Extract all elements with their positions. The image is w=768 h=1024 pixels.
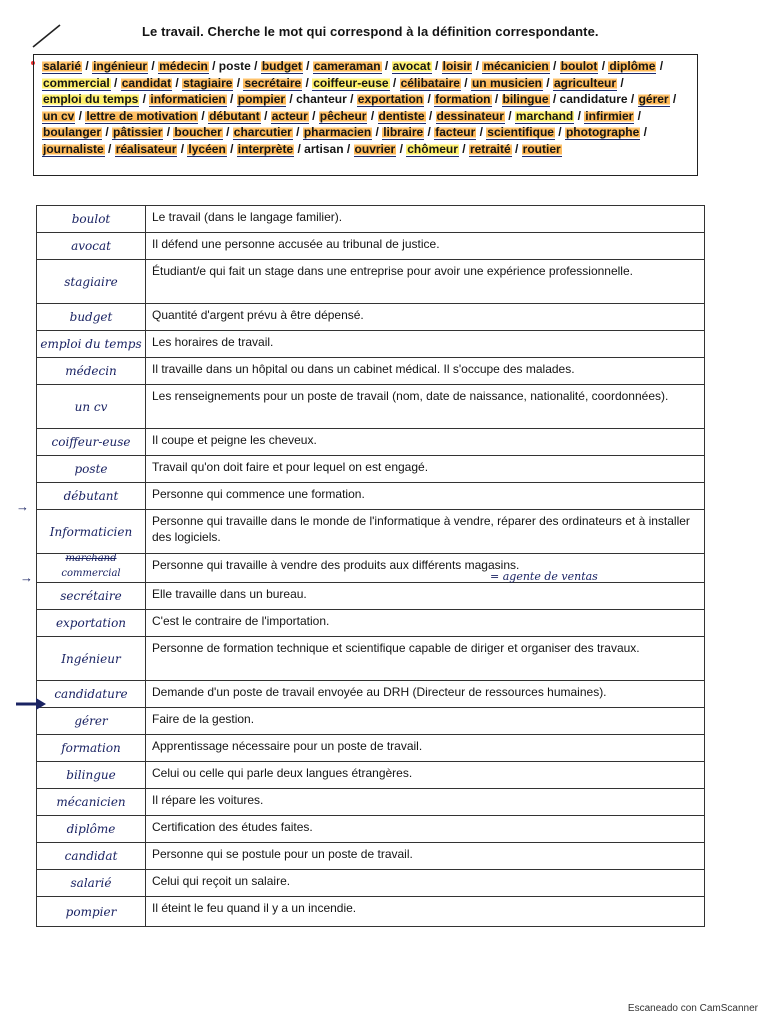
word-bank-item: budget (261, 59, 302, 73)
word-bank-item: débutant (209, 108, 260, 123)
table-row (37, 816, 705, 843)
handwritten-answer: secrétaire (37, 583, 146, 610)
table-row (37, 510, 705, 554)
word-bank-item: coiffeur-euse (313, 75, 389, 90)
table-row (37, 456, 705, 483)
word-bank-item: interprète (237, 141, 294, 156)
word-bank-item: poste (218, 59, 251, 73)
word-bank-item: cameraman (313, 59, 381, 73)
definition-cell: Les horaires de travail. (146, 331, 705, 358)
word-bank-item: candidat (121, 75, 172, 90)
answer-text: commercial (61, 568, 121, 579)
word-bank-item: chômeur (407, 141, 458, 156)
word-bank-item: charcutier (233, 125, 292, 140)
handwritten-answer: Ingénieur (37, 637, 146, 681)
handwritten-answer: salarié (37, 870, 146, 897)
word-bank-item: avocat (392, 59, 431, 73)
word-bank-item: candidature (559, 92, 628, 107)
word-bank-item: salarié (43, 59, 82, 73)
word-bank-item: médecin (159, 59, 208, 73)
word-bank-item: journaliste (43, 141, 104, 156)
definition-cell: Personne de formation technique et scientifique capable de diriger et organiser des travaux. (146, 637, 705, 681)
word-bank-item: pâtissier (113, 125, 163, 140)
handwritten-answer: candidat (37, 843, 146, 870)
handwritten-answer: pompier (37, 897, 146, 927)
word-bank-item: mécanicien (483, 59, 549, 73)
word-bank-item: bilingue (502, 92, 549, 107)
table-row (37, 789, 705, 816)
table-row (37, 331, 705, 358)
word-bank-item: routier (522, 141, 561, 156)
definition-cell: Personne qui travaille dans le monde de l'informatique à vendre, réparer des ordinateurs et à installer des logiciels. (146, 510, 705, 554)
handwritten-answer (37, 554, 146, 583)
definition-cell: Il défend une personne accusée au tribunal de justice. (146, 233, 705, 260)
table-row (37, 358, 705, 385)
worksheet-title: Le travail. Cherche le mot qui correspond à la définition correspondante. (142, 24, 599, 39)
word-bank-item: dessinateur (436, 108, 504, 123)
bold-arrow-icon (14, 696, 48, 712)
word-bank-item: ouvrier (354, 141, 396, 156)
definition-cell: Certification des études faites. (146, 816, 705, 843)
word-bank-item: gérer (638, 92, 669, 107)
handwritten-answer: poste (37, 456, 146, 483)
word-bank-item: facteur (435, 125, 476, 140)
table-row (37, 762, 705, 789)
table-row (37, 554, 705, 583)
word-bank-item: un musicien (471, 75, 542, 90)
word-bank-item: dentiste (378, 108, 425, 123)
word-bank-item: emploi du temps (43, 92, 139, 107)
definition-cell: Celui ou celle qui parle deux langues étrangères. (146, 762, 705, 789)
definition-cell: Il travaille dans un hôpital ou dans un cabinet médical. Il s'occupe des malades. (146, 358, 705, 385)
word-bank-item: secrétaire (244, 75, 302, 90)
handwritten-answer: débutant (37, 483, 146, 510)
definition-cell: Il coupe et peigne les cheveux. (146, 429, 705, 456)
handwritten-answer: avocat (37, 233, 146, 260)
definition-cell: Demande d'un poste de travail envoyée au DRH (Directeur de ressources humaines). (146, 681, 705, 708)
table-row (37, 735, 705, 762)
word-bank-item: pêcheur (319, 108, 367, 123)
word-bank-item: ingénieur (93, 59, 148, 73)
table-row (37, 483, 705, 510)
table-row (37, 870, 705, 897)
handwritten-answer: diplôme (37, 816, 146, 843)
handwritten-answer: bilingue (37, 762, 146, 789)
word-bank-item: réalisateur (115, 141, 177, 156)
definition-cell: Apprentissage nécessaire pour un poste de travail. (146, 735, 705, 762)
word-bank-item: diplôme (609, 59, 656, 73)
handwritten-answer: Informaticien (37, 510, 146, 554)
word-bank-item: scientifique (487, 125, 554, 140)
handwritten-answer: un cv (37, 385, 146, 429)
definition-cell: C'est le contraire de l'importation. (146, 610, 705, 637)
table-row (37, 681, 705, 708)
definition-cell: Travail qu'on doit faire et pour lequel on est engagé. (146, 456, 705, 483)
word-bank-item: boucher (174, 125, 222, 140)
handwritten-answer: boulot (37, 206, 146, 233)
table-row (37, 583, 705, 610)
word-bank-item: pompier (237, 92, 286, 107)
word-bank-item: libraire (383, 125, 424, 140)
word-bank-item: artisan (304, 141, 344, 156)
definition-cell: Faire de la gestion. (146, 708, 705, 735)
definition-cell: Étudiant/e qui fait un stage dans une entreprise pour avoir une expérience professionnelle. (146, 260, 705, 304)
word-bank-item: loisir (442, 59, 472, 73)
definition-cell: Personne qui travaille à vendre des produits aux différents magasins. (146, 554, 705, 583)
table-row (37, 304, 705, 331)
scanner-footer: Escaneado con CamScanner (627, 1003, 758, 1014)
table-row (37, 260, 705, 304)
definitions-table (36, 205, 705, 927)
definition-cell: Il répare les voitures. (146, 789, 705, 816)
definition-cell: Personne qui commence une formation. (146, 483, 705, 510)
handwritten-answer: emploi du temps (37, 331, 146, 358)
word-bank-item: un cv (43, 108, 75, 123)
word-bank-box: salarié / ingénieur / médecin / poste / budget / cameraman / avocat / loisir / mécanicien / boulot / diplôme / commercial / candidat / stagiaire / secrétaire / coiffeur-euse / célibataire / un musicien / agriculteur / emploi du temps / informaticien / pompier / chanteur / exportation / formation / bilingue / candidature / gérer / un cv / lettre de motivation / débutant / acteur / pêcheur / dentiste / dessinateur / marchand / infirmier / boulanger / pâtissier / boucher / charcutier / pharmacien / libraire / facteur / scientifique / photographe / journaliste / réalisateur / lycéen / interprète / artisan / ouvrier / chômeur / retraité / routier (33, 54, 698, 176)
definition-cell: Celui qui reçoit un salaire. (146, 870, 705, 897)
word-bank-item: célibataire (400, 75, 460, 90)
table-row (37, 843, 705, 870)
word-bank-item: acteur (271, 108, 308, 123)
handwritten-answer: budget (37, 304, 146, 331)
word-bank-item: chanteur (296, 92, 347, 107)
word-bank-item: lettre de motivation (86, 108, 198, 123)
definition-cell: Quantité d'argent prévu à être dépensé. (146, 304, 705, 331)
word-bank-item: pharmacien (303, 125, 372, 140)
table-row (37, 610, 705, 637)
table-row (37, 708, 705, 735)
word-bank-item: lycéen (188, 141, 226, 156)
handwritten-note: = agente de ventas (490, 570, 598, 583)
hand-arrow-icon: → (16, 499, 29, 514)
word-bank-item: marchand (515, 108, 574, 123)
definition-cell: Elle travaille dans un bureau. (146, 583, 705, 610)
table-row (37, 385, 705, 429)
definition-cell: Personne qui se postule pour un poste de travail. (146, 843, 705, 870)
handwritten-answer: médecin (37, 358, 146, 385)
word-bank-item: boulot (560, 59, 598, 73)
handwritten-answer: candidature (37, 681, 146, 708)
handwritten-answer: coiffeur-euse (37, 429, 146, 456)
definition-cell: Il éteint le feu quand il y a un incendie. (146, 897, 705, 927)
table-row (37, 206, 705, 233)
definition-cell: Les renseignements pour un poste de travail (nom, date de naissance, nationalité, coordonnées). (146, 385, 705, 429)
table-row (37, 233, 705, 260)
word-bank-item: photographe (565, 125, 640, 140)
handwritten-answer: gérer (37, 708, 146, 735)
word-bank-item: infirmier (585, 108, 634, 123)
table-row (37, 897, 705, 927)
handwritten-answer: mécanicien (37, 789, 146, 816)
definition-cell: Le travail (dans le langage familier). (146, 206, 705, 233)
table-row (37, 429, 705, 456)
word-bank-item: commercial (43, 75, 110, 90)
word-bank-item: boulanger (43, 125, 102, 140)
word-bank-item: formation (435, 92, 491, 107)
word-bank-item: informaticien (150, 92, 226, 107)
word-bank-item: retraité (469, 141, 511, 156)
struck-answer: marchand (65, 553, 117, 564)
word-bank-item: exportation (357, 92, 424, 107)
pen-stroke-mark (30, 20, 66, 50)
word-bank-item: agriculteur (553, 75, 616, 90)
handwritten-answer: formation (37, 735, 146, 762)
table-row (37, 637, 705, 681)
handwritten-answer: stagiaire (37, 260, 146, 304)
handwritten-answer: exportation (37, 610, 146, 637)
word-bank-item: stagiaire (183, 75, 233, 90)
hand-arrow-icon: → (20, 570, 33, 585)
